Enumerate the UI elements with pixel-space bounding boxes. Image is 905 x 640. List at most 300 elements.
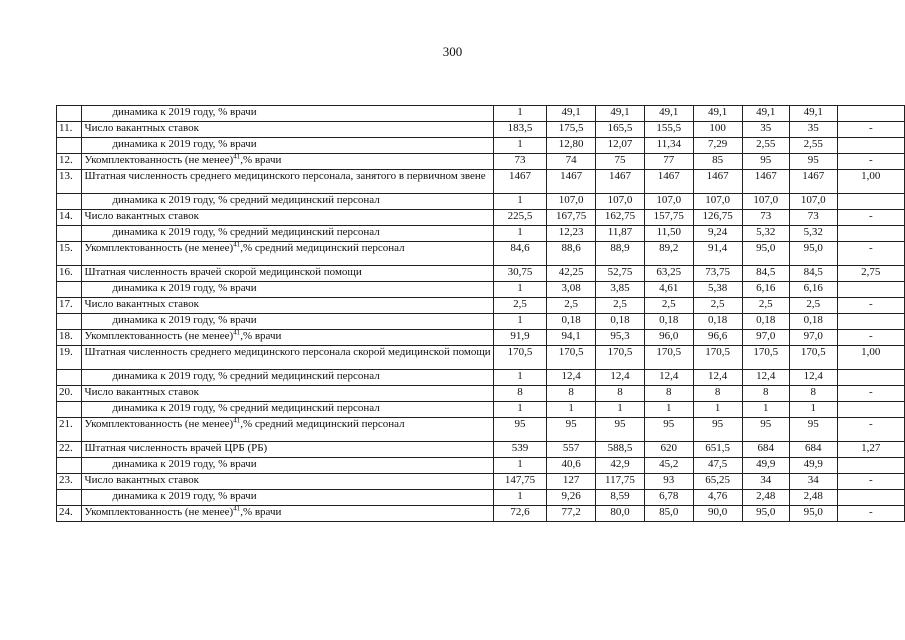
last-column-cell — [837, 314, 904, 330]
value-cell: 1467 — [742, 170, 790, 194]
value-cell: 95 — [693, 418, 742, 442]
row-number: 12. — [57, 154, 82, 170]
value-cell: 42,25 — [547, 266, 596, 282]
value-cell: 1 — [644, 402, 693, 418]
value-cell: 12,4 — [547, 370, 596, 386]
table-row — [57, 506, 905, 522]
value-cell: 157,75 — [644, 210, 693, 226]
value-cell: 1467 — [596, 170, 645, 194]
indicator-name — [82, 330, 493, 346]
value-cell: 95 — [547, 418, 596, 442]
last-column-cell — [837, 194, 904, 210]
value-cell: 1 — [493, 402, 546, 418]
indicator-name — [82, 106, 493, 122]
value-cell: 12,4 — [596, 370, 645, 386]
value-cell: 11,50 — [644, 226, 693, 242]
value-cell: 90,0 — [693, 506, 742, 522]
indicator-text-tail: ,% средний медицинский персонал — [240, 242, 405, 254]
last-column-cell — [837, 402, 904, 418]
value-cell: 147,75 — [493, 474, 546, 490]
value-cell: 97,0 — [790, 330, 838, 346]
value-cell: 8 — [596, 386, 645, 402]
value-cell: 0,18 — [693, 314, 742, 330]
indicator-text: Штатная численность среднего медицинского персонала, занятого в первичном звене — [84, 170, 486, 182]
value-cell: 1 — [493, 282, 546, 298]
table-row — [57, 210, 905, 226]
value-cell: 2,5 — [693, 298, 742, 314]
value-cell: 1 — [493, 370, 546, 386]
value-cell: 8 — [547, 386, 596, 402]
table-row — [57, 138, 905, 154]
value-cell: 96,6 — [693, 330, 742, 346]
value-cell: 2,48 — [790, 490, 838, 506]
table-row — [57, 370, 905, 386]
value-cell: 1467 — [693, 170, 742, 194]
value-cell: 74 — [547, 154, 596, 170]
last-column-cell — [837, 138, 904, 154]
value-cell: 5,32 — [790, 226, 838, 242]
value-cell: 35 — [742, 122, 790, 138]
indicator-text: динамика к 2019 году, % средний медицинский персонал — [112, 402, 380, 414]
table-row — [57, 298, 905, 314]
value-cell: 88,6 — [547, 242, 596, 266]
row-number — [57, 370, 82, 386]
value-cell: 96,0 — [644, 330, 693, 346]
value-cell: 1 — [493, 194, 546, 210]
row-number — [57, 490, 82, 506]
indicator-name — [82, 442, 493, 458]
indicator-text-tail: ,% врачи — [240, 330, 282, 342]
indicator-text: Укомплектованность (не менее) — [84, 242, 234, 254]
value-cell: 170,5 — [693, 346, 742, 370]
value-cell: 95,0 — [742, 242, 790, 266]
last-column-cell: - — [837, 122, 904, 138]
indicator-text: Число вакантных ставок — [84, 210, 199, 222]
indicator-name — [82, 402, 493, 418]
value-cell: 94,1 — [547, 330, 596, 346]
value-cell: 170,5 — [493, 346, 546, 370]
value-cell: 170,5 — [596, 346, 645, 370]
value-cell: 557 — [547, 442, 596, 458]
value-cell: 49,9 — [742, 458, 790, 474]
value-cell: 12,80 — [547, 138, 596, 154]
value-cell: 49,1 — [596, 106, 645, 122]
row-number: 18. — [57, 330, 82, 346]
value-cell: 77 — [644, 154, 693, 170]
table-row — [57, 442, 905, 458]
row-number — [57, 402, 82, 418]
indicator-text: Число вакантных ставок — [84, 386, 199, 398]
value-cell: 95,0 — [790, 242, 838, 266]
table-row — [57, 330, 905, 346]
indicators-table — [56, 105, 905, 522]
value-cell: 84,5 — [790, 266, 838, 282]
value-cell: 1 — [493, 314, 546, 330]
indicator-text: динамика к 2019 году, % врачи — [112, 106, 257, 118]
value-cell: 117,75 — [596, 474, 645, 490]
value-cell: 107,0 — [547, 194, 596, 210]
value-cell: 34 — [742, 474, 790, 490]
value-cell: 95 — [790, 418, 838, 442]
value-cell: 30,75 — [493, 266, 546, 282]
table-row — [57, 194, 905, 210]
indicator-text: Укомплектованность (не менее) — [84, 506, 234, 518]
indicator-name — [82, 170, 493, 194]
value-cell: 73,75 — [693, 266, 742, 282]
value-cell: 84,5 — [742, 266, 790, 282]
table-row — [57, 282, 905, 298]
table-row — [57, 474, 905, 490]
value-cell: 1 — [596, 402, 645, 418]
value-cell: 4,76 — [693, 490, 742, 506]
value-cell: 170,5 — [547, 346, 596, 370]
value-cell: 126,75 — [693, 210, 742, 226]
value-cell: 75 — [596, 154, 645, 170]
value-cell: 107,0 — [693, 194, 742, 210]
value-cell: 34 — [790, 474, 838, 490]
value-cell: 5,32 — [742, 226, 790, 242]
value-cell: 85 — [693, 154, 742, 170]
value-cell: 89,2 — [644, 242, 693, 266]
value-cell: 1 — [742, 402, 790, 418]
indicator-name — [82, 314, 493, 330]
value-cell: 8 — [644, 386, 693, 402]
value-cell: 539 — [493, 442, 546, 458]
value-cell: 95,0 — [742, 506, 790, 522]
value-cell: 77,2 — [547, 506, 596, 522]
value-cell: 2,5 — [596, 298, 645, 314]
value-cell: 49,9 — [790, 458, 838, 474]
value-cell: 1 — [693, 402, 742, 418]
value-cell: 95 — [596, 418, 645, 442]
value-cell: 0,18 — [790, 314, 838, 330]
footnote-ref: 41 — [233, 153, 241, 161]
value-cell: 100 — [693, 122, 742, 138]
last-column-cell: - — [837, 506, 904, 522]
indicator-text-tail: ,% врачи — [240, 154, 282, 166]
value-cell: 73 — [790, 210, 838, 226]
value-cell: 12,23 — [547, 226, 596, 242]
table-row — [57, 458, 905, 474]
indicator-name — [82, 474, 493, 490]
row-number: 17. — [57, 298, 82, 314]
indicator-text: динамика к 2019 году, % врачи — [112, 314, 257, 326]
indicator-text: Штатная численность врачей скорой медицинской помощи — [84, 266, 362, 278]
value-cell: 97,0 — [742, 330, 790, 346]
indicator-name — [82, 242, 493, 266]
value-cell: 12,4 — [790, 370, 838, 386]
value-cell: 11,34 — [644, 138, 693, 154]
value-cell: 167,75 — [547, 210, 596, 226]
value-cell: 73 — [493, 154, 546, 170]
value-cell: 12,4 — [742, 370, 790, 386]
footnote-ref: 41 — [233, 505, 241, 513]
value-cell: 225,5 — [493, 210, 546, 226]
value-cell: 6,16 — [790, 282, 838, 298]
value-cell: 684 — [742, 442, 790, 458]
value-cell: 85,0 — [644, 506, 693, 522]
value-cell: 2,5 — [742, 298, 790, 314]
value-cell: 3,08 — [547, 282, 596, 298]
indicator-text: Число вакантных ставок — [84, 122, 199, 134]
value-cell: 588,5 — [596, 442, 645, 458]
value-cell: 88,9 — [596, 242, 645, 266]
value-cell: 1467 — [547, 170, 596, 194]
value-cell: 0,18 — [644, 314, 693, 330]
indicator-name — [82, 138, 493, 154]
indicator-name — [82, 266, 493, 282]
value-cell: 12,4 — [693, 370, 742, 386]
value-cell: 3,85 — [596, 282, 645, 298]
value-cell: 95 — [742, 154, 790, 170]
last-column-cell — [837, 490, 904, 506]
indicator-text: Укомплектованность (не менее) — [84, 330, 234, 342]
value-cell: 95 — [742, 418, 790, 442]
value-cell: 35 — [790, 122, 838, 138]
footnote-ref: 41 — [233, 241, 241, 249]
table-row — [57, 314, 905, 330]
value-cell: 80,0 — [596, 506, 645, 522]
last-column-cell: 2,75 — [837, 266, 904, 282]
indicator-name — [82, 282, 493, 298]
row-number: 11. — [57, 122, 82, 138]
last-column-cell: - — [837, 386, 904, 402]
value-cell: 170,5 — [790, 346, 838, 370]
value-cell: 170,5 — [644, 346, 693, 370]
last-column-cell — [837, 370, 904, 386]
value-cell: 73 — [742, 210, 790, 226]
value-cell: 8 — [493, 386, 546, 402]
row-number: 20. — [57, 386, 82, 402]
indicator-text: Штатная численность среднего медицинского персонала скорой медицинской помощи — [84, 346, 491, 358]
value-cell: 84,6 — [493, 242, 546, 266]
value-cell: 91,4 — [693, 242, 742, 266]
value-cell: 42,9 — [596, 458, 645, 474]
row-number — [57, 282, 82, 298]
indicator-name — [82, 458, 493, 474]
last-column-cell: 1,27 — [837, 442, 904, 458]
last-column-cell: - — [837, 474, 904, 490]
row-number — [57, 226, 82, 242]
table-row — [57, 346, 905, 370]
value-cell: 4,61 — [644, 282, 693, 298]
table-row — [57, 242, 905, 266]
last-column-cell: 1,00 — [837, 170, 904, 194]
indicator-text: динамика к 2019 году, % средний медицинский персонал — [112, 226, 380, 238]
indicator-text: динамика к 2019 году, % врачи — [112, 138, 257, 150]
last-column-cell — [837, 282, 904, 298]
last-column-cell: - — [837, 154, 904, 170]
row-number: 21. — [57, 418, 82, 442]
indicator-text: динамика к 2019 году, % врачи — [112, 458, 257, 470]
indicator-name — [82, 490, 493, 506]
row-number: 14. — [57, 210, 82, 226]
table-body — [57, 106, 905, 522]
value-cell: 95,3 — [596, 330, 645, 346]
last-column-cell: - — [837, 330, 904, 346]
value-cell: 5,38 — [693, 282, 742, 298]
value-cell: 170,5 — [742, 346, 790, 370]
value-cell: 165,5 — [596, 122, 645, 138]
value-cell: 52,75 — [596, 266, 645, 282]
indicator-name — [82, 154, 493, 170]
row-number: 16. — [57, 266, 82, 282]
value-cell: 40,6 — [547, 458, 596, 474]
indicator-name — [82, 346, 493, 370]
value-cell: 95,0 — [790, 506, 838, 522]
value-cell: 0,18 — [547, 314, 596, 330]
footnote-ref: 41 — [233, 329, 241, 337]
value-cell: 2,55 — [742, 138, 790, 154]
value-cell: 2,5 — [493, 298, 546, 314]
last-column-cell: - — [837, 298, 904, 314]
value-cell: 155,5 — [644, 122, 693, 138]
value-cell: 9,26 — [547, 490, 596, 506]
value-cell: 1 — [547, 402, 596, 418]
value-cell: 175,5 — [547, 122, 596, 138]
table-row — [57, 106, 905, 122]
row-number: 19. — [57, 346, 82, 370]
value-cell: 620 — [644, 442, 693, 458]
value-cell: 0,18 — [742, 314, 790, 330]
value-cell: 12,07 — [596, 138, 645, 154]
value-cell: 2,5 — [790, 298, 838, 314]
value-cell: 91,9 — [493, 330, 546, 346]
last-column-cell — [837, 458, 904, 474]
value-cell: 651,5 — [693, 442, 742, 458]
table-row — [57, 170, 905, 194]
indicator-name — [82, 506, 493, 522]
indicator-name — [82, 122, 493, 138]
row-number: 15. — [57, 242, 82, 266]
indicator-text: динамика к 2019 году, % средний медицинский персонал — [112, 370, 380, 382]
indicator-text: Число вакантных ставок — [84, 474, 199, 486]
table-row — [57, 418, 905, 442]
value-cell: 93 — [644, 474, 693, 490]
value-cell: 6,16 — [742, 282, 790, 298]
row-number: 22. — [57, 442, 82, 458]
row-number — [57, 194, 82, 210]
table-row — [57, 386, 905, 402]
value-cell: 684 — [790, 442, 838, 458]
value-cell: 1467 — [493, 170, 546, 194]
value-cell: 1 — [493, 106, 546, 122]
value-cell: 1 — [493, 138, 546, 154]
value-cell: 8 — [693, 386, 742, 402]
last-column-cell: - — [837, 418, 904, 442]
value-cell: 49,1 — [742, 106, 790, 122]
value-cell: 8 — [742, 386, 790, 402]
row-number: 24. — [57, 506, 82, 522]
row-number — [57, 106, 82, 122]
indicator-name — [82, 386, 493, 402]
value-cell: 45,2 — [644, 458, 693, 474]
row-number — [57, 138, 82, 154]
row-number: 23. — [57, 474, 82, 490]
value-cell: 12,4 — [644, 370, 693, 386]
value-cell: 107,0 — [644, 194, 693, 210]
indicator-text: динамика к 2019 году, % врачи — [112, 490, 257, 502]
indicator-text: Штатная численность врачей ЦРБ (РБ) — [84, 442, 268, 454]
value-cell: 1 — [493, 490, 546, 506]
indicator-text-tail: ,% средний медицинский персонал — [240, 418, 405, 430]
value-cell: 49,1 — [693, 106, 742, 122]
value-cell: 107,0 — [596, 194, 645, 210]
value-cell: 2,48 — [742, 490, 790, 506]
table-row — [57, 154, 905, 170]
indicator-text: Укомплектованность (не менее) — [84, 154, 234, 166]
indicator-text: динамика к 2019 году, % средний медицинский персонал — [112, 194, 380, 206]
row-number — [57, 314, 82, 330]
value-cell: 0,18 — [596, 314, 645, 330]
value-cell: 11,87 — [596, 226, 645, 242]
last-column-cell — [837, 106, 904, 122]
indicator-text: Число вакантных ставок — [84, 298, 199, 310]
page-number: 300 — [442, 44, 463, 59]
table-row — [57, 490, 905, 506]
value-cell: 9,24 — [693, 226, 742, 242]
value-cell: 6,78 — [644, 490, 693, 506]
value-cell: 1 — [790, 402, 838, 418]
indicator-text-tail: ,% врачи — [240, 506, 282, 518]
indicator-name — [82, 370, 493, 386]
table-row — [57, 226, 905, 242]
value-cell: 2,55 — [790, 138, 838, 154]
value-cell: 107,0 — [742, 194, 790, 210]
value-cell: 47,5 — [693, 458, 742, 474]
table-row — [57, 122, 905, 138]
row-number — [57, 458, 82, 474]
value-cell: 49,1 — [790, 106, 838, 122]
value-cell: 2,5 — [547, 298, 596, 314]
value-cell: 1 — [493, 226, 546, 242]
value-cell: 2,5 — [644, 298, 693, 314]
indicator-name — [82, 210, 493, 226]
indicator-text: динамика к 2019 году, % врачи — [112, 282, 257, 294]
value-cell: 95 — [790, 154, 838, 170]
value-cell: 7,29 — [693, 138, 742, 154]
value-cell: 107,0 — [790, 194, 838, 210]
indicator-name — [82, 194, 493, 210]
value-cell: 49,1 — [547, 106, 596, 122]
table-row — [57, 402, 905, 418]
value-cell: 95 — [493, 418, 546, 442]
value-cell: 8 — [790, 386, 838, 402]
footnote-ref: 41 — [233, 417, 241, 425]
last-column-cell: 1,00 — [837, 346, 904, 370]
value-cell: 95 — [644, 418, 693, 442]
indicator-name — [82, 418, 493, 442]
last-column-cell — [837, 226, 904, 242]
indicator-name — [82, 298, 493, 314]
value-cell: 1467 — [790, 170, 838, 194]
last-column-cell: - — [837, 242, 904, 266]
row-number: 13. — [57, 170, 82, 194]
value-cell: 49,1 — [644, 106, 693, 122]
indicator-text: Укомплектованность (не менее) — [84, 418, 234, 430]
value-cell: 127 — [547, 474, 596, 490]
value-cell: 162,75 — [596, 210, 645, 226]
value-cell: 65,25 — [693, 474, 742, 490]
indicator-name — [82, 226, 493, 242]
value-cell: 63,25 — [644, 266, 693, 282]
last-column-cell: - — [837, 210, 904, 226]
value-cell: 1467 — [644, 170, 693, 194]
value-cell: 1 — [493, 458, 546, 474]
value-cell: 72,6 — [493, 506, 546, 522]
value-cell: 8,59 — [596, 490, 645, 506]
table-row — [57, 266, 905, 282]
